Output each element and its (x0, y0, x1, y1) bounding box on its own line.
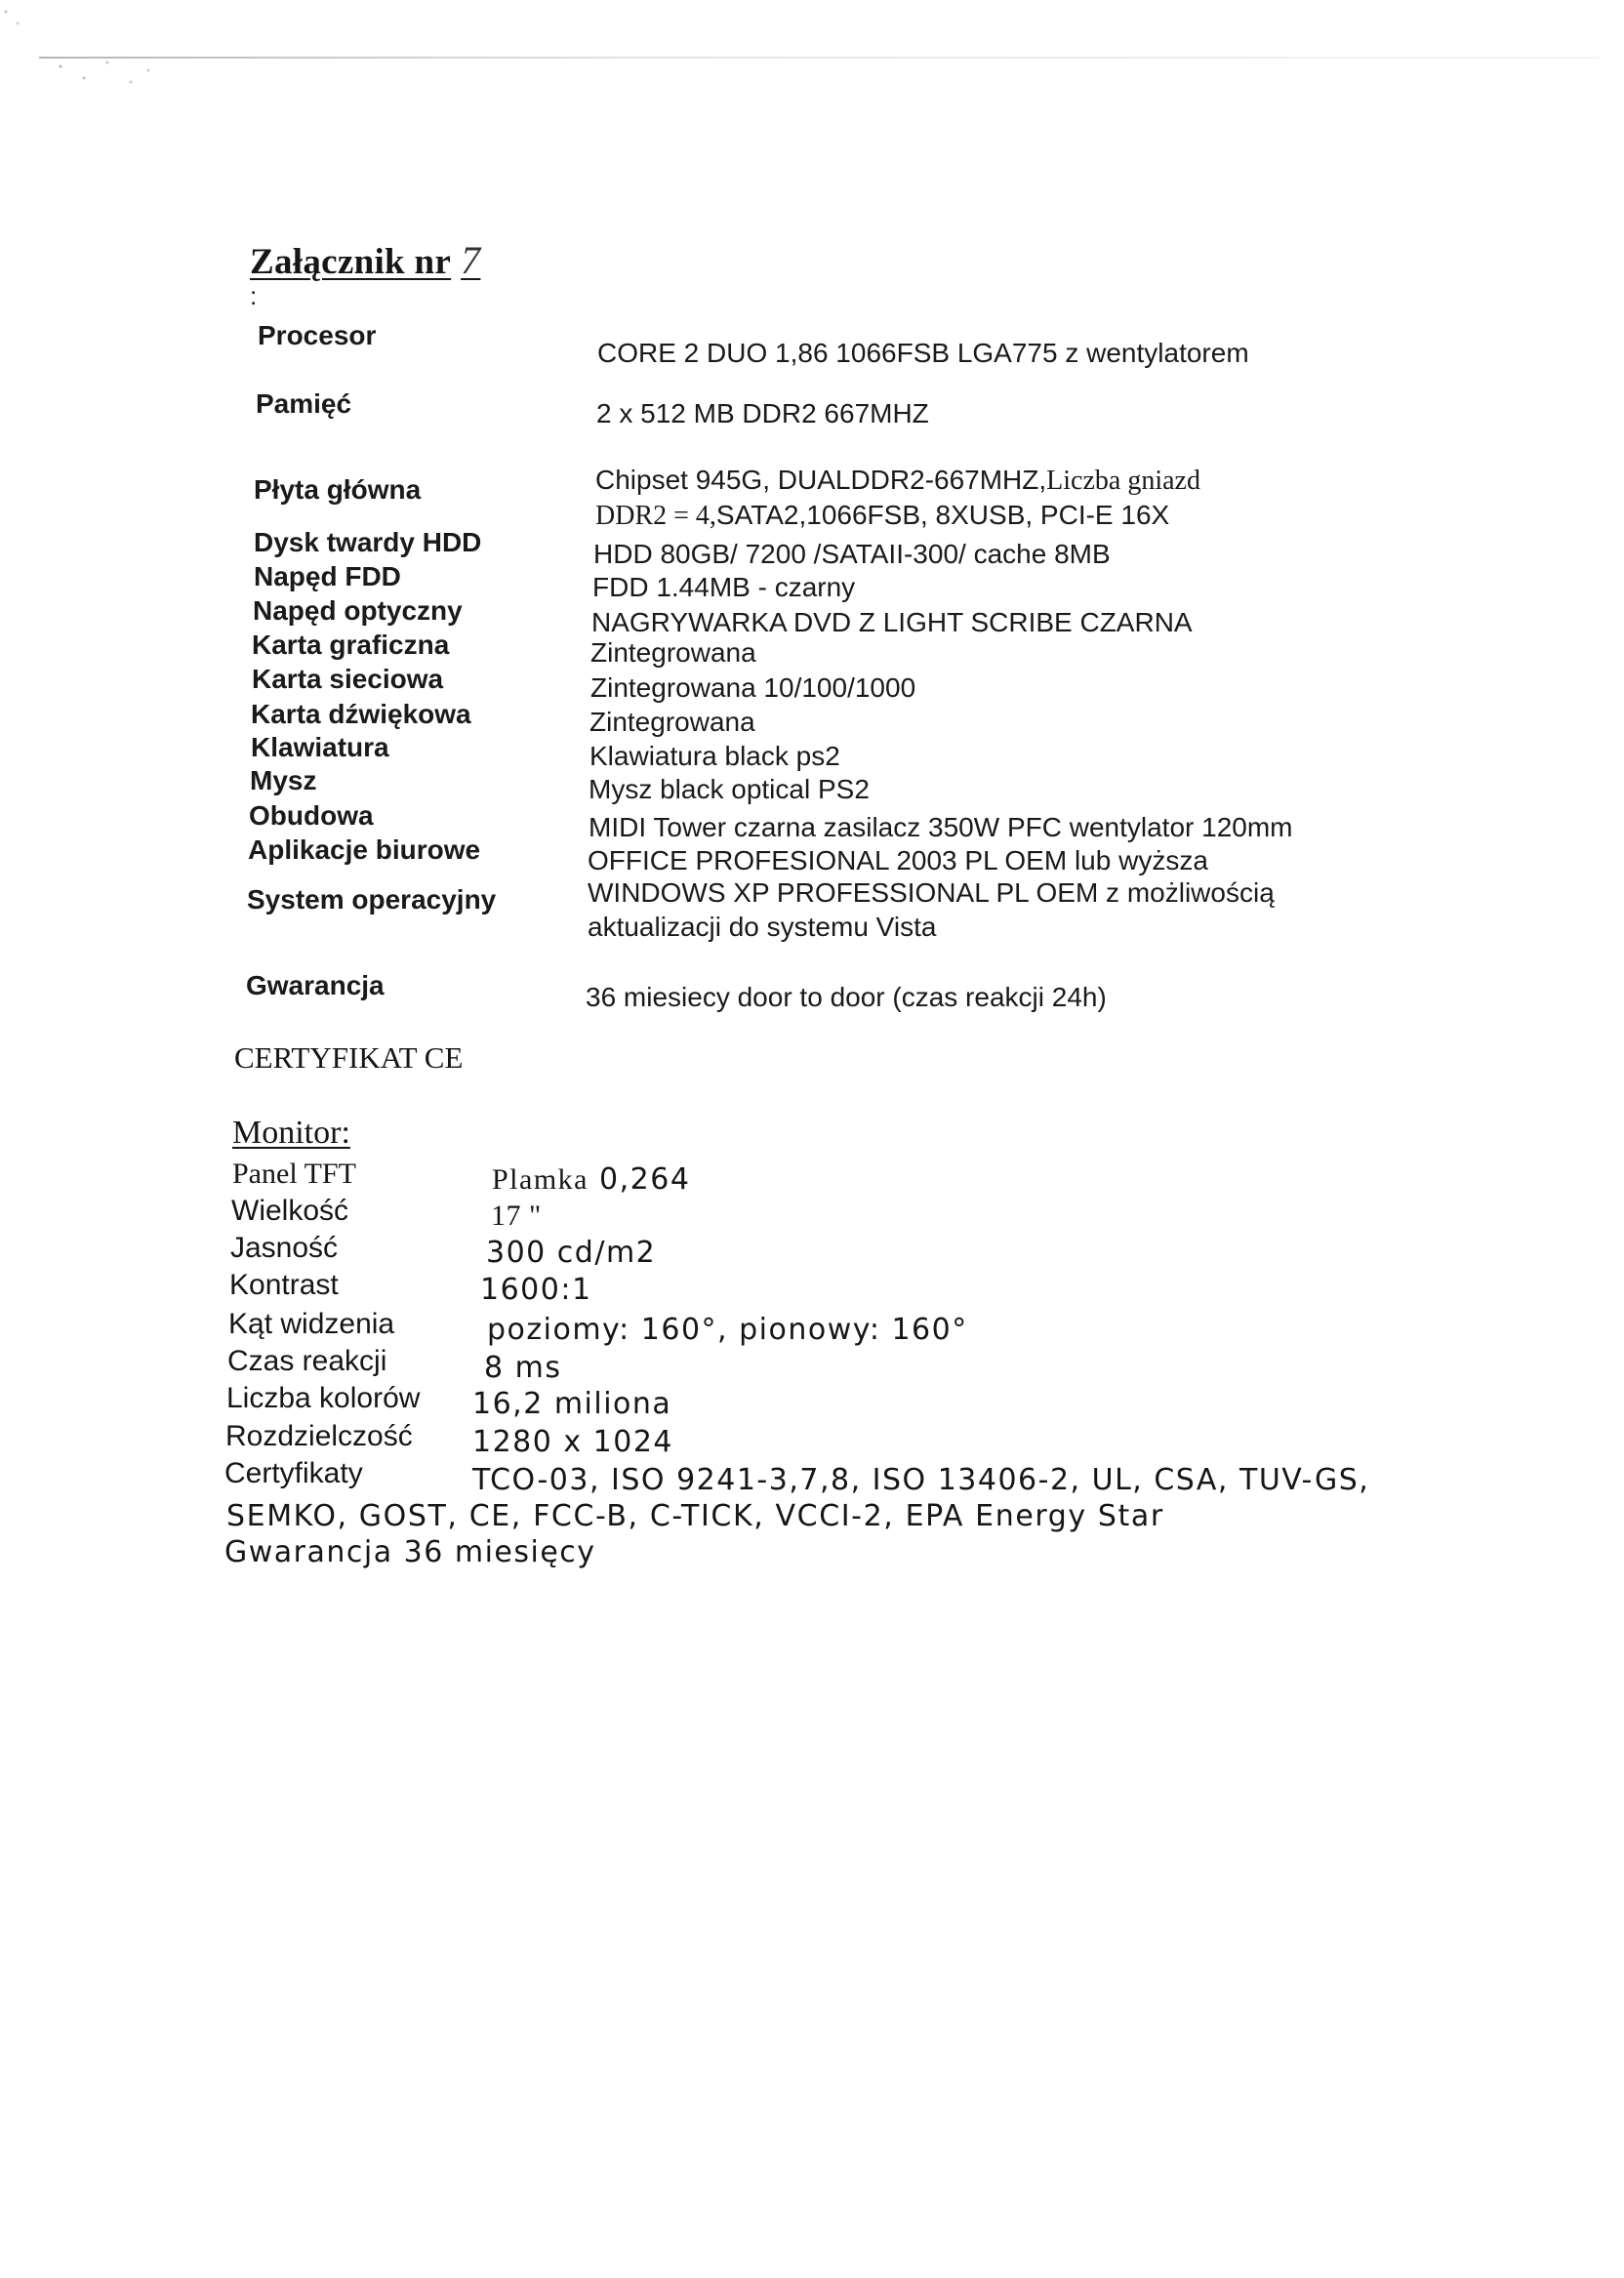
spec-value-pamiec: 2 x 512 MB DDR2 667MHZ (596, 398, 929, 428)
spec-label-obudowa: Obudowa (249, 800, 374, 831)
monitor-label-rozdzielczosc: Rozdzielczość (225, 1420, 413, 1452)
monitor-value-panel: Plamka 0,264 (492, 1162, 691, 1197)
monitor-label-liczba-kolorow: Liczba kolorów (226, 1382, 421, 1414)
spec-label-naped-fdd: Napęd FDD (254, 561, 401, 591)
spec-value-system-operacyjny-line2: aktualizacji do systemu Vista (588, 912, 937, 942)
spec-value-naped-fdd: FDD 1.44MB - czarny (592, 572, 856, 602)
spec-value-klawiatura: Klawiatura black ps2 (589, 741, 840, 771)
scan-artifact (0, 0, 29, 39)
spec-label-aplikacje-biurowe: Aplikacje biurowe (248, 834, 481, 865)
title-text: Załącznik nr (250, 242, 452, 282)
spec-label-plyta-glowna: Płyta główna (254, 474, 422, 505)
monitor-heading: Monitor: (232, 1115, 350, 1151)
spec-value-mysz: Mysz black optical PS2 (589, 774, 870, 804)
monitor-value-rozdzielczosc: 1280 x 1024 (472, 1425, 674, 1459)
monitor-value-liczba-kolorow: 16,2 miliona (472, 1387, 672, 1421)
spec-label-naped-optyczny: Napęd optyczny (253, 595, 463, 626)
monitor-warranty: Gwarancja 36 miesięcy (224, 1535, 596, 1569)
scan-edge-line (39, 57, 1601, 59)
spec-value-plyta-glowna-line1: Chipset 945G, DUALDDR2-667MHZ,Liczba gniazd (595, 465, 1200, 496)
spec-value-plyta-glowna-line2: DDR2 = 4,SATA2,1066FSB, 8XUSB, PCI-E 16X (595, 500, 1170, 531)
spec-label-mysz: Mysz (250, 765, 317, 795)
spec-value-gwarancja: 36 miesiecy door to door (czas reakcji 24h) (586, 982, 1107, 1012)
colon-mark: : (250, 281, 258, 310)
spec-value-karta-dzwiekowa: Zintegrowana (589, 707, 755, 737)
monitor-value-czas-reakcji: 8 ms (484, 1351, 562, 1385)
spec-label-karta-graficzna: Karta graficzna (252, 630, 450, 660)
spec-value-procesor: CORE 2 DUO 1,86 1066FSB LGA775 z wentylatorem (597, 338, 1249, 368)
spec-label-gwarancja: Gwarancja (246, 970, 385, 1000)
spec-label-karta-dzwiekowa: Karta dźwiękowa (251, 699, 471, 729)
monitor-certificates-continuation: SEMKO, GOST, CE, FCC-B, C-TICK, VCCI-2, EPA Energy Star (226, 1499, 1164, 1533)
monitor-value-certyfikaty: TCO-03, ISO 9241-3,7,8, ISO 13406-2, UL, CSA, TUV-GS, (472, 1463, 1370, 1497)
spec-value-dysk-twardy: HDD 80GB/ 7200 /SATAII-300/ cache 8MB (593, 539, 1111, 569)
document-title (250, 237, 480, 283)
spec-label-procesor: Procesor (258, 320, 377, 350)
spec-value-karta-sieciowa: Zintegrowana 10/100/1000 (590, 672, 916, 703)
monitor-label-kontrast: Kontrast (229, 1269, 339, 1301)
monitor-label-czas-reakcji: Czas reakcji (227, 1345, 387, 1377)
spec-label-klawiatura: Klawiatura (251, 732, 389, 762)
monitor-value-jasnosc: 300 cd/m2 (486, 1236, 657, 1270)
handwritten-number: 7 (461, 238, 481, 282)
monitor-label-jasnosc: Jasność (230, 1232, 339, 1264)
monitor-label-certyfikaty: Certyfikaty (224, 1457, 363, 1489)
spec-value-naped-optyczny: NAGRYWARKA DVD Z LIGHT SCRIBE CZARNA (591, 607, 1193, 637)
spec-label-system-operacyjny: System operacyjny (247, 884, 497, 915)
monitor-value-kat-widzenia: poziomy: 160°, pionowy: 160° (487, 1313, 968, 1347)
spec-label-pamiec: Pamięć (256, 388, 352, 419)
monitor-value-kontrast: 1600:1 (480, 1273, 592, 1307)
spec-label-karta-sieciowa: Karta sieciowa (252, 664, 444, 694)
spec-value-system-operacyjny-line1: WINDOWS XP PROFESSIONAL PL OEM z możliwością (588, 877, 1275, 908)
spec-value-karta-graficzna: Zintegrowana (590, 637, 756, 668)
spec-value-obudowa: MIDI Tower czarna zasilacz 350W PFC wentylator 120mm (589, 812, 1293, 842)
monitor-label-panel: Panel TFT (232, 1158, 356, 1190)
spec-label-dysk-twardy: Dysk twardy HDD (254, 527, 482, 557)
spec-value-aplikacje-biurowe: OFFICE PROFESIONAL 2003 PL OEM lub wyższa (588, 845, 1208, 875)
monitor-value-wielkosc: 17 " (491, 1200, 542, 1232)
monitor-label-kat-widzenia: Kąt widzenia (228, 1308, 395, 1340)
scan-artifact (49, 55, 166, 94)
certificate-line: CERTYFIKAT CE (234, 1040, 464, 1075)
monitor-label-wielkosc: Wielkość (231, 1195, 349, 1227)
